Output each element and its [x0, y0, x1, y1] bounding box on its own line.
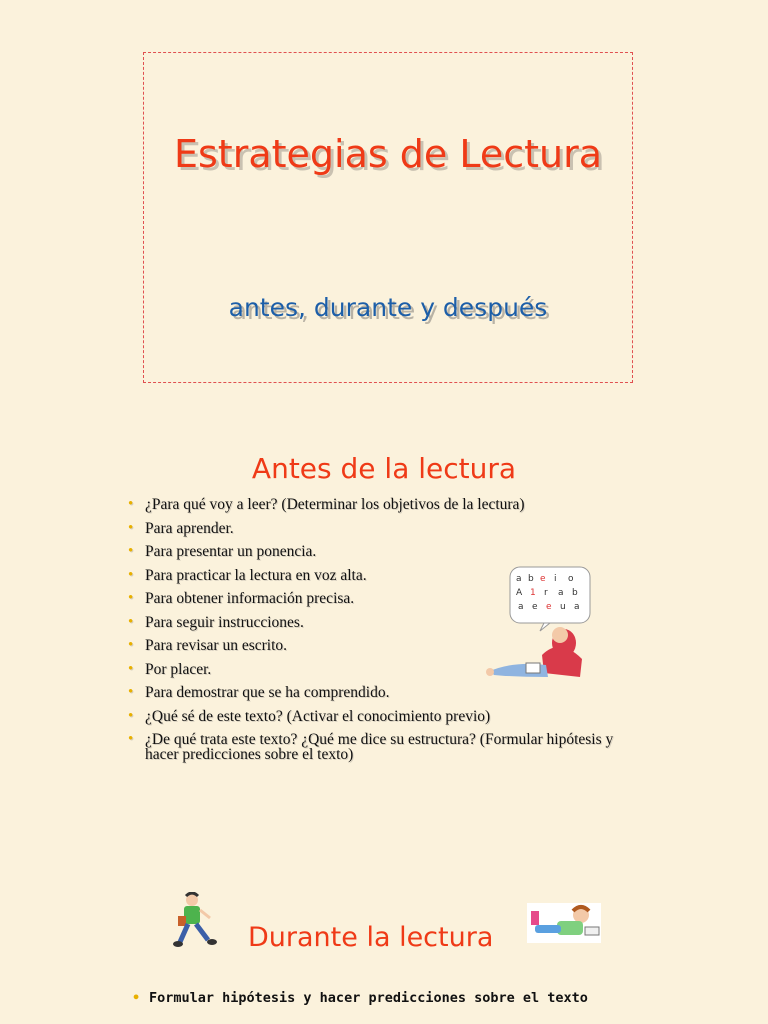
antes-heading: Antes de la lectura	[251, 452, 517, 485]
svg-text:b: b	[572, 588, 578, 598]
list-item: • Para obtener información precisa.	[128, 591, 648, 606]
title-slide-box	[143, 52, 633, 383]
svg-text:e: e	[540, 574, 546, 584]
walking-boy-clipart	[170, 892, 226, 952]
svg-text:o: o	[568, 574, 574, 584]
slide-subtitle: antes, durante y después	[228, 293, 548, 322]
durante-list	[132, 990, 588, 1006]
svg-text:a: a	[574, 602, 580, 612]
reading-kid-clipart	[527, 903, 601, 943]
svg-text:e: e	[546, 602, 552, 612]
svg-text:i: i	[554, 574, 557, 584]
list-item: • Para seguir instrucciones.	[128, 615, 648, 630]
svg-text:b: b	[528, 574, 534, 584]
list-item: • ¿De qué trata este texto? ¿Qué me dice su estructura? (Formular hipótesis y hacer predicciones sobre el texto)	[128, 732, 630, 762]
svg-text:u: u	[560, 602, 566, 612]
svg-text:A: A	[516, 588, 523, 598]
durante-heading: Durante la lectura	[248, 922, 494, 953]
list-item: • Formular hipótesis y hacer predicciones sobre el texto	[132, 990, 588, 1006]
list-item: • Para presentar un ponencia.	[128, 544, 648, 559]
list-item: • Para practicar la lectura en voz alta.	[128, 568, 648, 583]
slide-title: Estrategias de Lectura	[174, 132, 602, 176]
list-item: • Para aprender.	[128, 521, 648, 536]
list-item: • ¿Para qué voy a leer? (Determinar los objetivos de la lectura)	[128, 497, 648, 512]
list-item: • Para demostrar que se ha comprendido.	[128, 685, 648, 700]
svg-text:a: a	[518, 602, 524, 612]
reading-girl-clipart	[484, 565, 596, 687]
svg-text:e: e	[532, 602, 538, 612]
list-item: • ¿Qué sé de este texto? (Activar el conocimiento previo)	[128, 709, 648, 724]
list-item: • Para revisar un escrito.	[128, 638, 648, 653]
list-item: • Por placer.	[128, 662, 648, 677]
svg-text:a: a	[558, 588, 564, 598]
svg-text:1: 1	[530, 588, 536, 598]
svg-text:r: r	[544, 588, 548, 598]
svg-text:a: a	[516, 574, 522, 584]
